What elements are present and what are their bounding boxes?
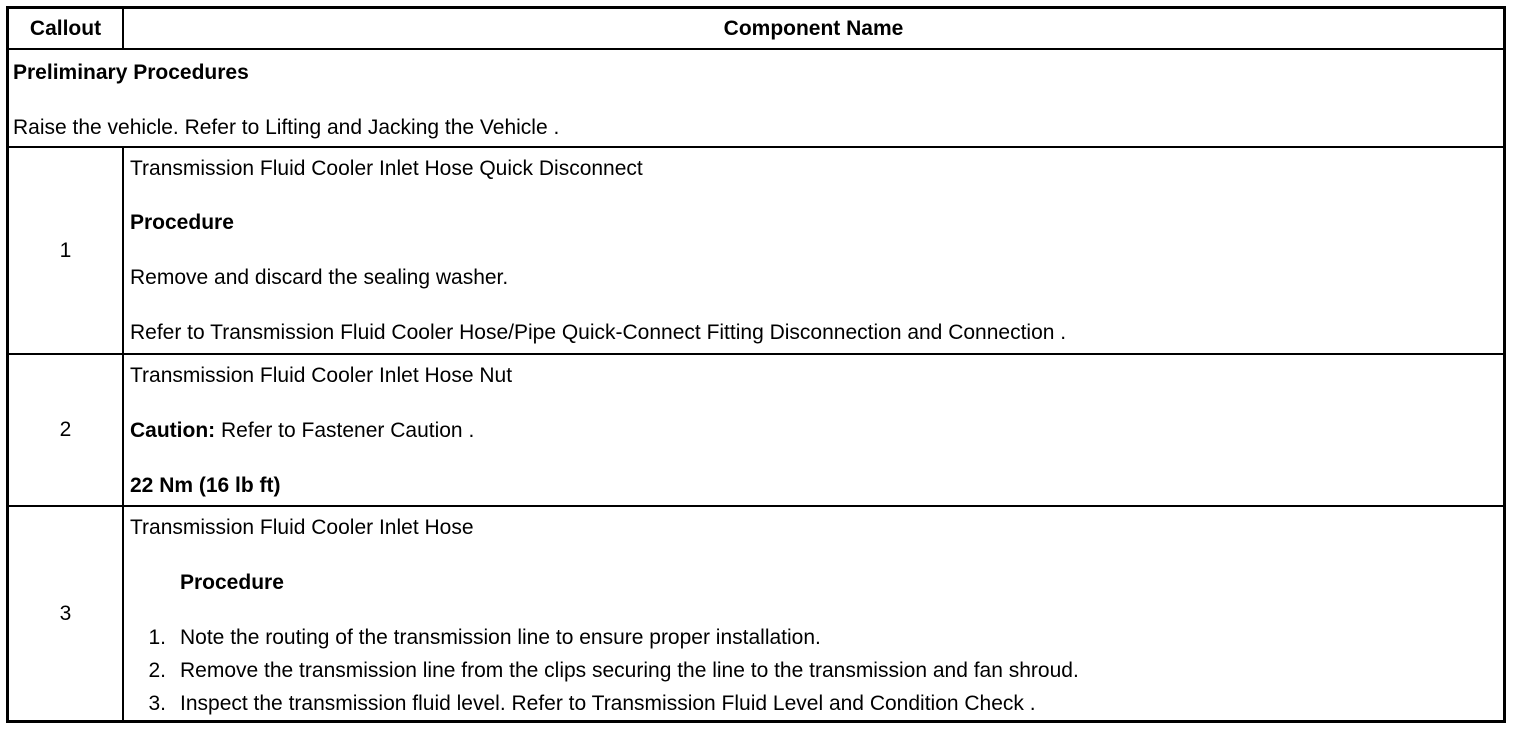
preliminary-title: Preliminary Procedures (13, 61, 249, 84)
caution-text: Refer to Fastener Caution . (215, 419, 475, 442)
component-name: Transmission Fluid Cooler Inlet Hose (130, 516, 474, 539)
header-component-name: Component Name (723, 16, 904, 40)
component-cell (124, 148, 1503, 353)
list-item (130, 692, 1036, 716)
procedure-step: Refer to Transmission Fluid Cooler Hose/Pipe Quick-Connect Fitting Disconnection and Connection . (130, 321, 1067, 344)
list-item-number: 1. (148, 626, 166, 649)
procedure-step: Remove and discard the sealing washer. (130, 266, 509, 289)
component-cell (124, 355, 1503, 505)
preliminary-procedures-row (9, 50, 1503, 148)
component-name: Transmission Fluid Cooler Inlet Hose Quick Disconnect (130, 157, 643, 180)
callout-number: 2 (9, 355, 124, 505)
torque-spec: 22 Nm (16 lb ft) (130, 474, 281, 497)
component-cell (124, 507, 1503, 720)
list-item-text: Note the routing of the transmission line to ensure proper installation. (180, 626, 821, 649)
caution-label: Caution: (130, 419, 216, 442)
header-callout: Callout (9, 9, 124, 48)
procedure-label: Procedure (130, 211, 234, 234)
table-header-row (9, 9, 1503, 50)
list-item (130, 626, 821, 650)
table-row (9, 355, 1503, 507)
list-item (130, 659, 1079, 683)
component-name: Transmission Fluid Cooler Inlet Hose Nut (130, 364, 513, 387)
caution-line (130, 419, 474, 443)
table-row (9, 507, 1503, 720)
preliminary-text: Raise the vehicle. Refer to Lifting and Jacking the Vehicle . (13, 116, 560, 139)
callout-number: 3 (9, 507, 124, 720)
list-item-number: 3. (148, 692, 166, 715)
list-item-text: Inspect the transmission fluid level. Refer to Transmission Fluid Level and Condition Check . (180, 692, 1036, 715)
list-item-text: Remove the transmission line from the clips securing the line to the transmission and fan shroud. (180, 659, 1079, 682)
list-item-number: 2. (148, 659, 166, 682)
component-table (6, 6, 1506, 723)
procedure-label: Procedure (180, 571, 284, 594)
table-row (9, 148, 1503, 355)
callout-number: 1 (9, 148, 124, 353)
